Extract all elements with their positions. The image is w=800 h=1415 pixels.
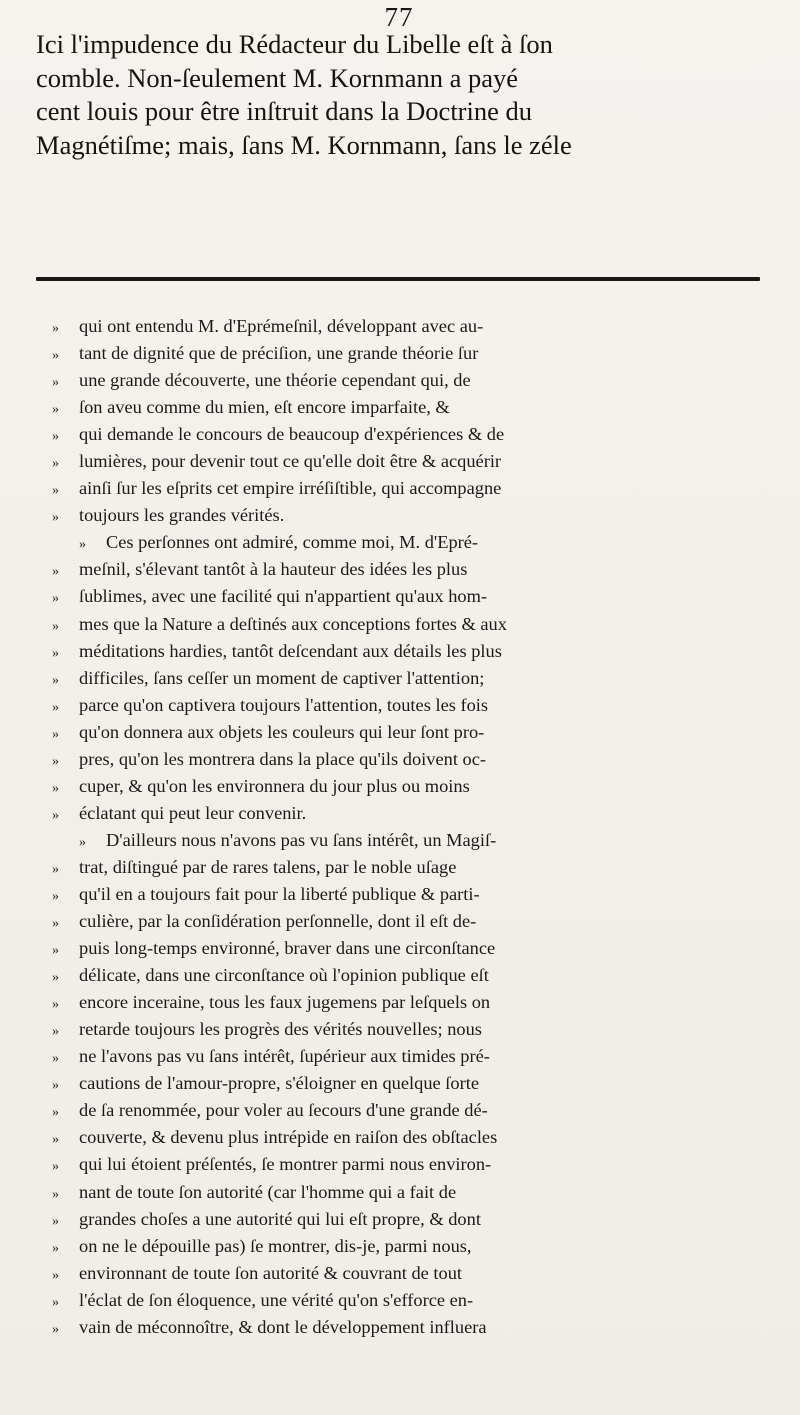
passage-line xyxy=(52,314,792,341)
page-number: 77 xyxy=(384,2,414,32)
passage-line xyxy=(52,1288,792,1315)
passage-text: éclatant qui peut leur convenir. xyxy=(79,802,307,823)
passage-text: tant de dignité que de préciſion, une grande théorie ſur xyxy=(79,343,479,364)
quotation-mark: » xyxy=(52,456,59,472)
passage-line xyxy=(52,1234,792,1261)
quotation-mark: » xyxy=(52,1159,59,1175)
passage-text: délicate, dans une circonſtance où l'opinion publique eſt xyxy=(79,965,489,986)
header-line: cent louis pour être inſtruit dans la Doctrine du xyxy=(36,96,533,127)
passage-text: mes que la Nature a deſtinés aux conceptions fortes & aux xyxy=(79,613,507,634)
passage-text: grandes choſes a une autorité qui lui eſt propre, & dont xyxy=(79,1208,481,1229)
quotation-mark: » xyxy=(52,861,59,877)
passage-text: méditations hardies, tantôt deſcendant aux détails les plus xyxy=(79,640,502,661)
passage-line xyxy=(52,557,792,584)
passage-text: qui ont entendu M. d'Eprémeſnil, développant avec au- xyxy=(79,316,484,336)
passage-text: encore inceraine, tous les faux jugemens par leſquels on xyxy=(79,992,491,1013)
quotation-mark: » xyxy=(52,564,59,580)
passage-line xyxy=(52,639,792,666)
header-paragraph xyxy=(36,28,776,162)
passage-text: de ſa renommée, pour voler au ſecours d'une grande dé- xyxy=(79,1100,488,1121)
passage-text: ſon aveu comme du mien, eſt encore imparfaite, & xyxy=(79,397,450,418)
passage-text: culière, par la conſidération perſonnelle, dont il eſt de- xyxy=(79,911,477,932)
passage-text: lumières, pour devenir tout ce qu'elle doit être & acquérir xyxy=(79,451,502,472)
quotation-mark: » xyxy=(52,510,59,526)
passage-line xyxy=(52,1098,792,1125)
quotation-mark: » xyxy=(52,943,59,959)
passage-text: qui lui étoient préſentés, ſe montrer parmi nous environ- xyxy=(79,1154,492,1175)
passage-line xyxy=(52,855,792,882)
passage-text: couverte, & devenu plus intrépide en raiſon des obſtacles xyxy=(79,1127,498,1148)
quotation-mark: » xyxy=(52,1240,59,1256)
quotation-mark: » xyxy=(52,997,59,1013)
passage-line xyxy=(52,584,792,611)
passage-line xyxy=(52,747,792,774)
quotation-mark: » xyxy=(52,672,59,688)
passage-line xyxy=(52,422,792,449)
quotation-mark: » xyxy=(52,726,59,742)
header-line: Ici l'impudence du Rédacteur du Libelle eſt à ſon xyxy=(36,29,553,59)
passage-line xyxy=(52,341,792,368)
passage-text: cuper, & qu'on les environnera du jour plus ou moins xyxy=(79,775,470,796)
passage-line xyxy=(52,828,792,855)
quotation-mark: » xyxy=(52,888,59,904)
passage-text: toujours les grandes vérités. xyxy=(79,505,285,526)
passage-text: parce qu'on captivera toujours l'attention, toutes les fois xyxy=(79,694,489,715)
quotation-mark: » xyxy=(52,1186,59,1202)
quotation-mark: » xyxy=(52,1213,59,1229)
passage-line xyxy=(52,963,792,990)
passage-text: une grande découverte, une théorie cependant qui, de xyxy=(79,370,471,391)
quotation-mark: » xyxy=(52,402,59,418)
passage-line xyxy=(52,449,792,476)
passage-line xyxy=(52,990,792,1017)
passage-text: l'éclat de ſon éloquence, une vérité qu'on s'efforce en- xyxy=(79,1289,474,1310)
passage-text: difficiles, ſans ceſſer un moment de captiver l'attention; xyxy=(79,667,485,688)
passage-line xyxy=(52,476,792,503)
quotation-mark: » xyxy=(52,1105,59,1121)
passage-line xyxy=(52,1071,792,1098)
passage-line xyxy=(52,395,792,422)
passage-text: ainſi ſur les eſprits cet empire irréſiſtible, qui accompagne xyxy=(79,478,502,499)
quotation-mark: » xyxy=(52,1321,59,1337)
quotation-mark: » xyxy=(52,483,59,499)
passage-line xyxy=(52,801,792,828)
passage-text: meſnil, s'élevant tantôt à la hauteur des idées les plus xyxy=(79,559,468,580)
passage-text: qui demande le concours de beaucoup d'expériences & de xyxy=(79,424,505,445)
passage-text: cautions de l'amour-propre, s'éloigner en quelque ſorte xyxy=(79,1073,479,1094)
passage-text: pres, qu'on les montrera dans la place qu'ils doivent oc- xyxy=(79,748,487,769)
quotation-mark: » xyxy=(52,1051,59,1067)
passage-line xyxy=(52,909,792,936)
passage-text: puis long-temps environné, braver dans une circonſtance xyxy=(79,938,496,959)
passage-line xyxy=(52,1044,792,1071)
passage-line xyxy=(52,693,792,720)
quotation-mark: » xyxy=(52,970,59,986)
quotation-mark: » xyxy=(52,1024,59,1040)
quotation-mark: » xyxy=(52,321,59,336)
passage-line xyxy=(52,1152,792,1179)
quotation-mark: » xyxy=(52,375,59,391)
quotation-mark: » xyxy=(79,537,86,553)
quotation-mark: » xyxy=(52,753,59,769)
quotation-mark: » xyxy=(79,834,86,850)
header-line: comble. Non-ſeulement M. Kornmann a payé xyxy=(36,62,519,93)
passage-text: qu'on donnera aux objets les couleurs qui leur ſont pro- xyxy=(79,721,485,742)
passage-line xyxy=(52,368,792,395)
passage-text: retarde toujours les progrès des vérités nouvelles; nous xyxy=(79,1019,482,1040)
quotation-mark: » xyxy=(52,645,59,661)
quotation-mark: » xyxy=(52,699,59,715)
passage-line xyxy=(52,1180,792,1207)
passage-text: vain de méconnoître, & dont le développement influera xyxy=(79,1316,487,1337)
quotation-mark: » xyxy=(52,780,59,796)
quotation-mark: » xyxy=(52,916,59,932)
passage-line xyxy=(52,1207,792,1234)
quotation-mark: » xyxy=(52,591,59,607)
passage-line xyxy=(52,612,792,639)
passage-line xyxy=(52,666,792,693)
passage-text: D'ailleurs nous n'avons pas vu ſans intérêt, un Magiſ- xyxy=(106,829,497,850)
passage-line xyxy=(52,1017,792,1044)
quotation-mark: » xyxy=(52,807,59,823)
passage-line xyxy=(52,503,792,530)
quotation-mark: » xyxy=(52,1078,59,1094)
passage-line xyxy=(52,882,792,909)
section-divider xyxy=(36,277,760,281)
passage-text: Ces perſonnes ont admiré, comme moi, M. d'Epré- xyxy=(106,532,479,553)
passage-text: nant de toute ſon autorité (car l'homme qui a fait de xyxy=(79,1181,457,1202)
passage-line xyxy=(52,936,792,963)
passage-line xyxy=(52,1261,792,1288)
passage-text: ſublimes, avec une facilité qui n'appartient qu'aux hom- xyxy=(79,586,488,607)
quotation-mark: » xyxy=(52,1267,59,1283)
passage-line xyxy=(52,1125,792,1152)
quotation-mark: » xyxy=(52,429,59,445)
quotation-mark: » xyxy=(52,1132,59,1148)
quotation-mark: » xyxy=(52,348,59,364)
passage-line xyxy=(52,774,792,801)
passage-line xyxy=(52,720,792,747)
passage-text: environnant de toute ſon autorité & couvrant de tout xyxy=(79,1262,463,1283)
passage-text: qu'il en a toujours fait pour la liberté publique & parti- xyxy=(79,883,480,904)
passage-text: trat, diſtingué par de rares talens, par le noble uſage xyxy=(79,856,457,877)
passage-text: ne l'avons pas vu ſans intérêt, ſupérieur aux timides pré- xyxy=(79,1046,490,1067)
passage-line xyxy=(52,530,792,557)
quoted-passage xyxy=(52,314,792,1342)
quotation-mark: » xyxy=(52,618,59,634)
passage-text: on ne le dépouille pas) ſe montrer, dis-je, parmi nous, xyxy=(79,1235,472,1256)
quotation-mark: » xyxy=(52,1294,59,1310)
header-line: Magnétiſme; mais, ſans M. Kornmann, ſans le zéle xyxy=(36,129,572,160)
passage-line xyxy=(52,1315,792,1342)
